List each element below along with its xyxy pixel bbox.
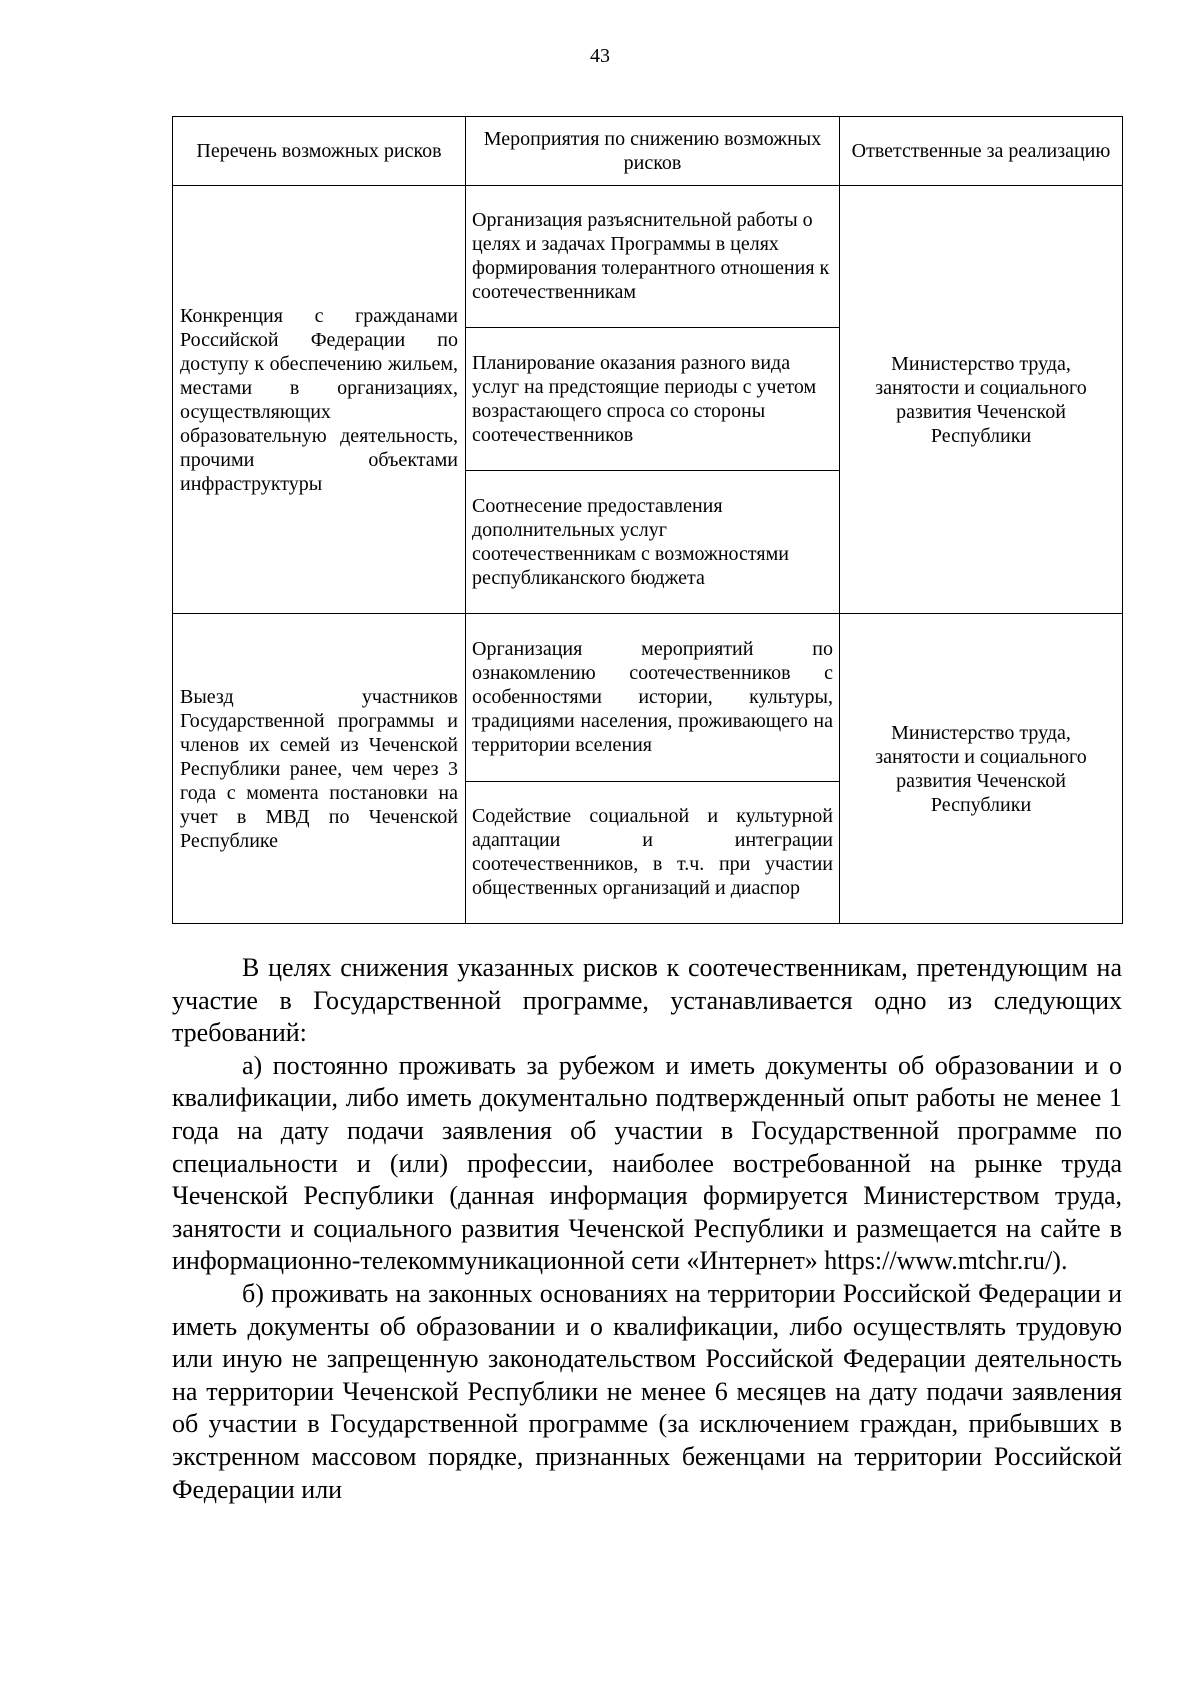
header-responsible: Ответственные за реализацию: [840, 117, 1123, 186]
paragraph: В целях снижения указанных рисков к соотечественникам, претендующим на участие в Государственной программе, устанавливается одно из следующих требований:: [172, 953, 1122, 1048]
table-row: [173, 186, 1123, 328]
table-row: [173, 614, 1123, 782]
body-text: [172, 952, 1122, 1506]
risk-table: [172, 116, 1123, 924]
risk-cell: Выезд участников Государственной программы и членов их семей из Чеченской Республики ранее, чем через 3 года с момента постановки на учет в МВД по Чеченской Республике: [173, 614, 466, 924]
paragraph: б) проживать на законных основаниях на территории Российской Федерации и иметь документы об образовании и о квалификации, либо осуществлять трудовую или иную не запрещенную законодательством Российской Федерации деятельность на территории Чеченской Республики не менее 6 месяцев на дату подачи заявления об участии в Государственной программе (за исключением граждан, прибывших в экстренном массовом порядке, признанных беженцами на территории Российской Федерации или: [172, 1278, 1122, 1504]
header-measures: Мероприятия по снижению возможных рисков: [466, 117, 840, 186]
measure-cell: Планирование оказания разного вида услуг на предстоящие периоды с учетом возрастающего спроса со стороны соотечественников: [466, 328, 840, 471]
measure-cell: Организация разъяснительной работы о целях и задачах Программы в целях формирования толерантного отношения к соотечественникам: [466, 186, 840, 328]
page-number: 43: [590, 45, 610, 67]
responsible-cell: Министерство труда, занятости и социального развития Чеченской Республики: [840, 614, 1123, 924]
measure-cell: Организация мероприятий по ознакомлению соотечественников с особенностями истории, культуры, традициями населения, проживающего на территории вселения: [466, 614, 840, 782]
risk-cell: Конкренция с гражданами Российской Федерации по доступу к обеспечению жильем, местами в организациях, осуществляющих образовательную деятельность, прочими объектами инфраструктуры: [173, 186, 466, 614]
measure-cell: Содействие социальной и культурной адаптации и интеграции соотечественников, в т.ч. при участии общественных организаций и диаспор: [466, 782, 840, 924]
responsible-cell: Министерство труда, занятости и социального развития Чеченской Республики: [840, 186, 1123, 614]
paragraph: а) постоянно проживать за рубежом и иметь документы об образовании и о квалификации, либо иметь документально подтвержденный опыт работы не менее 1 года на дату подачи заявления об участии в Государственной программе по специальности и (или) профессии, наиболее востребованной на рынке труда Чеченской Республики (данная информация формируется Министерством труда, занятости и социального развития Чеченской Республики и размещается на сайте в информационно-телекоммуникационной сети «Интернет» https://www.mtchr.ru/).: [172, 1050, 1122, 1276]
header-risks: Перечень возможных рисков: [173, 117, 466, 186]
table-header-row: [173, 117, 1123, 186]
measure-cell: Соотнесение предоставления дополнительных услуг соотечественникам с возможностями республиканского бюджета: [466, 471, 840, 614]
